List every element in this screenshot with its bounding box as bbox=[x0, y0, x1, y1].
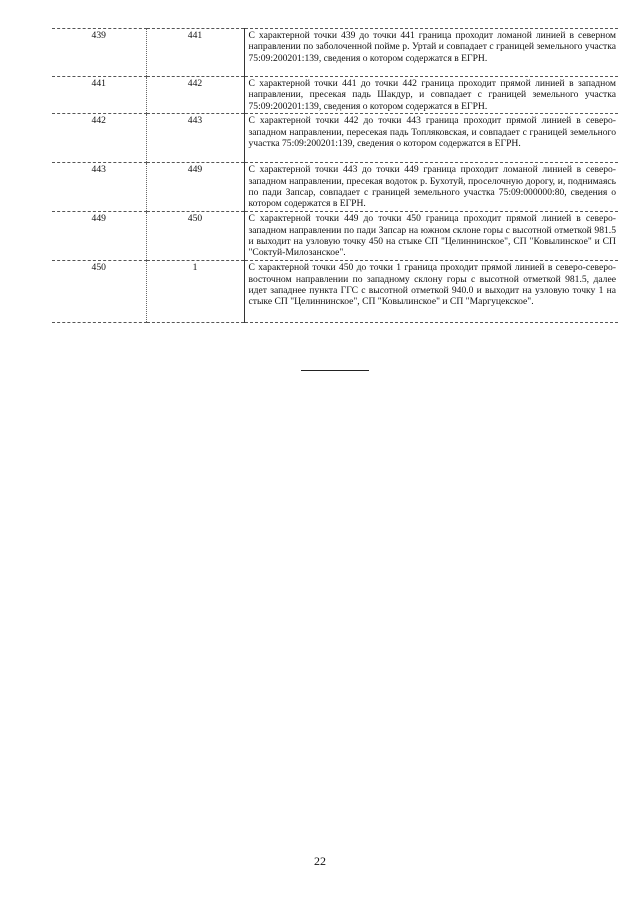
to-point-cell: 441 bbox=[146, 29, 244, 77]
from-point-cell: 449 bbox=[52, 212, 146, 261]
boundary-description-table bbox=[52, 28, 618, 323]
table-row bbox=[52, 114, 618, 163]
to-point-cell: 442 bbox=[146, 77, 244, 114]
from-point-cell: 443 bbox=[52, 163, 146, 212]
table-row bbox=[52, 261, 618, 323]
boundary-description-cell: С характерной точки 442 до точки 443 граница проходит прямой линией в северо-западном направлении, пересекая падь Топляковская, и совпадает с границей земельного участка 75:09:200201:139, сведения о котором содержатся в ЕГРН. bbox=[244, 114, 618, 163]
to-point-cell: 449 bbox=[146, 163, 244, 212]
from-point-cell: 450 bbox=[52, 261, 146, 323]
end-of-section-rule bbox=[301, 370, 369, 371]
boundary-description-cell: С характерной точки 439 до точки 441 граница проходит ломаной линией в северном направлении по заболоченной пойме р. Уртай и совпадает с границей земельного участка 75:09:200201:139, сведения о котором содержатся в ЕГРН. bbox=[244, 29, 618, 77]
table-row bbox=[52, 29, 618, 77]
boundary-description-cell: С характерной точки 450 до точки 1 граница проходит прямой линией в северо-северо-восточном направлении по западному склону горы с высотной отметкой 981.5, далее идет западнее пункта ГГС с высотной отметкой 940.0 и выходит на узловую точку 1 на стыке СП "Целиннинское", СП "Ковылинское" и СП "Маргуцекское". bbox=[244, 261, 618, 323]
from-point-cell: 441 bbox=[52, 77, 146, 114]
boundary-description-cell: С характерной точки 441 до точки 442 граница проходит прямой линией в западном направлении, пресекая падь Шакдур, и совпадает с границей земельного участка 75:09:200201:139, сведения о котором содержатся в ЕГРН. bbox=[244, 77, 618, 114]
from-point-cell: 442 bbox=[52, 114, 146, 163]
boundary-description-cell: С характерной точки 443 до точки 449 граница проходит ломаной линией в северо-западном направлении, пресекая водоток р. Бухотуй, проселочную дорогу, и, поднимаясь по пади Запсар, совпадает с границей земельного участка 75:09:000000:80, сведения о котором содержатся в ЕГРН. bbox=[244, 163, 618, 212]
table-row bbox=[52, 163, 618, 212]
to-point-cell: 443 bbox=[146, 114, 244, 163]
to-point-cell: 1 bbox=[146, 261, 244, 323]
table-row bbox=[52, 212, 618, 261]
page-number: 22 bbox=[314, 854, 326, 868]
from-point-cell: 439 bbox=[52, 29, 146, 77]
boundary-description-cell: С характерной точки 449 до точки 450 граница проходит прямой линией в северо-западном направлении по пади Запсар на южном склоне горы с высотной отметкой 981.5 и выходит на узловую точку 450 на стыке СП "Целиннинское", СП "Ковылинское" и СП "Соктуй-Милозанское". bbox=[244, 212, 618, 261]
table-row bbox=[52, 77, 618, 114]
to-point-cell: 450 bbox=[146, 212, 244, 261]
